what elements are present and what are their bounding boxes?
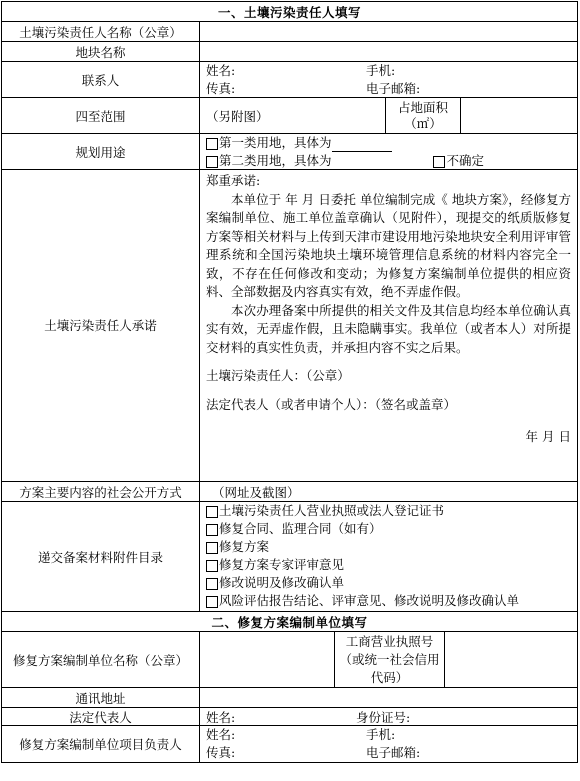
contact-name-field[interactable]: 姓名:: [206, 63, 236, 78]
attachments-list: [200, 502, 577, 611]
section-2-header-row: [2, 612, 577, 632]
promise-legal-rep: 法定代表人（或者申请个人）：（签名或盖章）: [206, 396, 457, 412]
contact-fields: [200, 62, 577, 97]
owner-row: [2, 22, 577, 42]
pm-fax-field[interactable]: 传真:: [206, 745, 236, 760]
promise-heading: 郑重承诺:: [206, 173, 261, 188]
boundary-row: [2, 98, 577, 134]
planning-opt1-blank[interactable]: [332, 137, 392, 152]
pm-name-field[interactable]: 姓名:: [206, 727, 236, 742]
attachment-4-checkbox[interactable]: [206, 560, 218, 572]
area-label: 占地面积（㎡）: [385, 98, 461, 133]
section-1-header-row: [2, 2, 577, 22]
planning-opt3-checkbox[interactable]: [433, 156, 445, 168]
address-label: 通讯地址: [2, 688, 200, 707]
planning-opt1-label: 第一类用地，具体为: [219, 135, 332, 150]
promise-paragraph-2: 本次办理备案中所提供的相关文件及其信息均经本单位确认真实有效，无弄虚作假，且未隐瞒事实。我单位（或者本人）对所提交材料的真实性负责，并承担内容不实之后果。: [206, 302, 571, 355]
attachment-item: 修复合同、监理合同（如有）: [206, 520, 571, 538]
promise-row: [2, 170, 577, 482]
legal-label: 法定代表人: [2, 708, 200, 725]
area-field[interactable]: [461, 98, 577, 133]
pm-phone-field[interactable]: 手机:: [366, 727, 396, 742]
contact-phone-field[interactable]: 手机:: [366, 63, 396, 78]
section-1-title: 一、土壤污染责任人填写: [217, 4, 361, 20]
attachment-item: 修复方案: [206, 538, 571, 556]
promise-signer: 土壤污染责任人：（公章）: [206, 368, 350, 383]
plot-label: 地块名称: [2, 42, 200, 61]
legal-id-field[interactable]: 身份证号:: [356, 709, 411, 725]
boundary-label: 四至范围: [2, 98, 200, 133]
owner-field[interactable]: [200, 22, 577, 41]
contact-email-field[interactable]: 电子邮箱:: [366, 81, 421, 96]
address-row: [2, 688, 577, 708]
legal-name-field[interactable]: 姓名:: [206, 709, 236, 725]
disclosure-label: 方案主要内容的社会公开方式: [2, 482, 200, 501]
attachment-3-checkbox[interactable]: [206, 542, 218, 554]
contact-row: [2, 62, 577, 98]
address-field[interactable]: [200, 688, 577, 707]
promise-content: [200, 170, 577, 481]
promise-paragraph-1: 本单位于 年 月 日委托 单位编制完成《 地块方案》，经修复方案编制单位、施工单位盖章确认（见附件），现提交的纸质版修复方案等相关材料与上传到天津市建设用地污染地块安全利用评审管理系统和全国污染地块土壤环境管理信息系统的材料内容完全一致，不存在任何修改和变动；为修复方案编制单位提供的相应资料、全部数据及内容真实有效，绝不弄虚作假。: [206, 191, 571, 299]
planning-opt2-blank[interactable]: [332, 155, 392, 170]
license-label: 工商营业执照号（或统一社会信用代码）: [334, 632, 444, 687]
planning-options: [200, 134, 577, 169]
planning-opt3-label: 不确定: [446, 153, 484, 168]
pm-fields: [200, 726, 577, 762]
disclosure-row: [2, 482, 577, 502]
promise-date: 年 月 日: [525, 429, 571, 444]
attachment-item: 修改说明及修改确认单: [206, 574, 571, 592]
attachment-6-checkbox[interactable]: [206, 596, 218, 608]
planning-label: 规划用途: [2, 134, 200, 169]
boundary-field[interactable]: （另附图）: [206, 108, 269, 124]
attachment-1-checkbox[interactable]: [206, 506, 218, 518]
owner-label: 土壤污染责任人名称（公章）: [2, 22, 200, 41]
planning-opt1-checkbox[interactable]: [206, 138, 218, 150]
plot-field[interactable]: [200, 42, 577, 61]
contact-label: 联系人: [2, 62, 200, 97]
attachments-label: 递交备案材料附件目录: [2, 502, 200, 611]
attachment-item: 修复方案专家评审意见: [206, 556, 571, 574]
attachment-item: 风险评估报告结论、评审意见、修改说明及修改确认单: [206, 592, 571, 610]
attachments-row: [2, 502, 577, 612]
compiler-label: 修复方案编制单位名称（公章）: [2, 632, 200, 687]
attachment-item: 土壤污染责任人营业执照或法人登记证书: [206, 502, 571, 520]
filing-form: [1, 1, 578, 763]
section-2-title: 二、修复方案编制单位填写: [211, 614, 368, 630]
compiler-field[interactable]: [200, 632, 334, 687]
pm-row: [2, 726, 577, 762]
legal-fields: [200, 708, 577, 725]
plot-row: [2, 42, 577, 62]
planning-opt2-checkbox[interactable]: [206, 156, 218, 168]
pm-email-field[interactable]: 电子邮箱:: [366, 745, 421, 760]
promise-label: 土壤污染责任人承诺: [2, 170, 200, 481]
planning-row: [2, 134, 577, 170]
license-field[interactable]: [444, 632, 577, 687]
compiler-row: [2, 632, 577, 688]
disclosure-field[interactable]: （网址及截图）: [212, 484, 300, 500]
planning-opt2-label: 第二类用地，具体为: [219, 153, 332, 168]
attachment-5-checkbox[interactable]: [206, 578, 218, 590]
attachment-2-checkbox[interactable]: [206, 524, 218, 536]
contact-fax-field[interactable]: 传真:: [206, 81, 236, 96]
pm-label: 修复方案编制单位项目负责人: [2, 726, 200, 762]
legal-row: [2, 708, 577, 726]
